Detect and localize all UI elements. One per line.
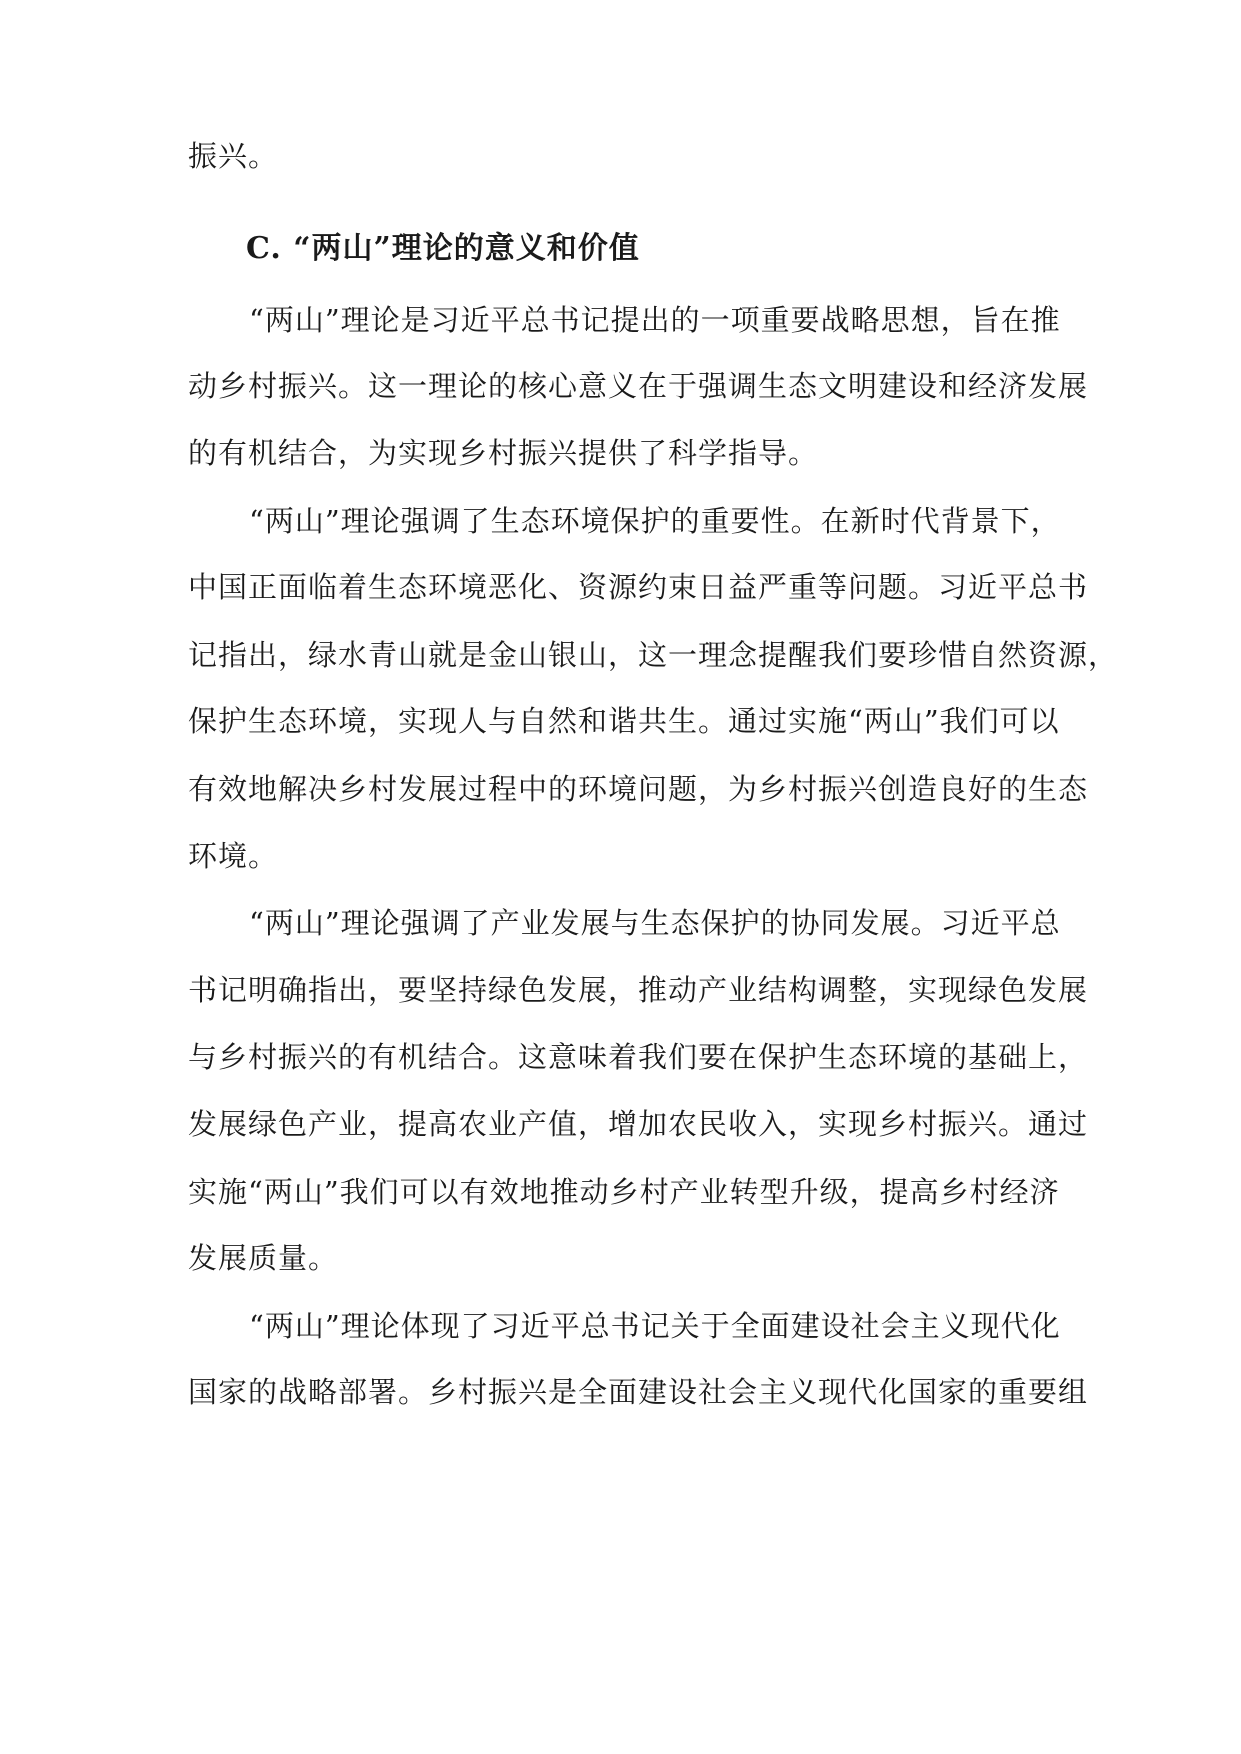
paragraph-line: 中国正面临着生态环境恶化、资源约束日益严重等问题。习近平总书	[188, 570, 1089, 604]
paragraph-line: 的有机结合，为实现乡村振兴提供了科学指导。	[188, 436, 819, 470]
paragraph-line: 发展质量。	[188, 1241, 339, 1275]
paragraph-line: 动乡村振兴。这一理论的核心意义在于强调生态文明建设和经济发展	[188, 369, 1089, 403]
paragraph-line: “两山”理论强调了产业发展与生态保护的协同发展。习近平总	[249, 906, 1061, 940]
paragraph-line: 国家的战略部署。乡村振兴是全面建设社会主义现代化国家的重要组	[188, 1375, 1089, 1409]
paragraph-line: 振兴。	[188, 139, 279, 173]
paragraph-line: 与乡村振兴的有机结合。这意味着我们要在保护生态环境的基础上，	[188, 1040, 1089, 1074]
paragraph-line: 保护生态环境，实现人与自然和谐共生。通过实施“两山”我们可以	[188, 704, 1060, 738]
paragraph-line: 环境。	[188, 839, 279, 873]
paragraph-line: 书记明确指出，要坚持绿色发展，推动产业结构调整，实现绿色发展	[188, 973, 1089, 1007]
paragraph-line: “两山”理论是习近平总书记提出的一项重要战略思想，旨在推	[249, 303, 1061, 337]
paragraph-line: 发展绿色产业，提高农业产值，增加农民收入，实现乡村振兴。通过	[188, 1107, 1089, 1141]
paragraph-line: 实施“两山”我们可以有效地推动乡村产业转型升级，提高乡村经济	[188, 1175, 1060, 1209]
paragraph-line: 有效地解决乡村发展过程中的环境问题，为乡村振兴创造良好的生态	[188, 772, 1089, 806]
section-heading: C. “两山”理论的意义和价值	[246, 231, 640, 266]
paragraph-line: “两山”理论体现了习近平总书记关于全面建设社会主义现代化	[249, 1309, 1061, 1343]
paragraph-line: 记指出，绿水青山就是金山银山，这一理念提醒我们要珍惜自然资源，	[188, 638, 1119, 672]
paragraph-line: “两山”理论强调了生态环境保护的重要性。在新时代背景下，	[249, 504, 1061, 538]
